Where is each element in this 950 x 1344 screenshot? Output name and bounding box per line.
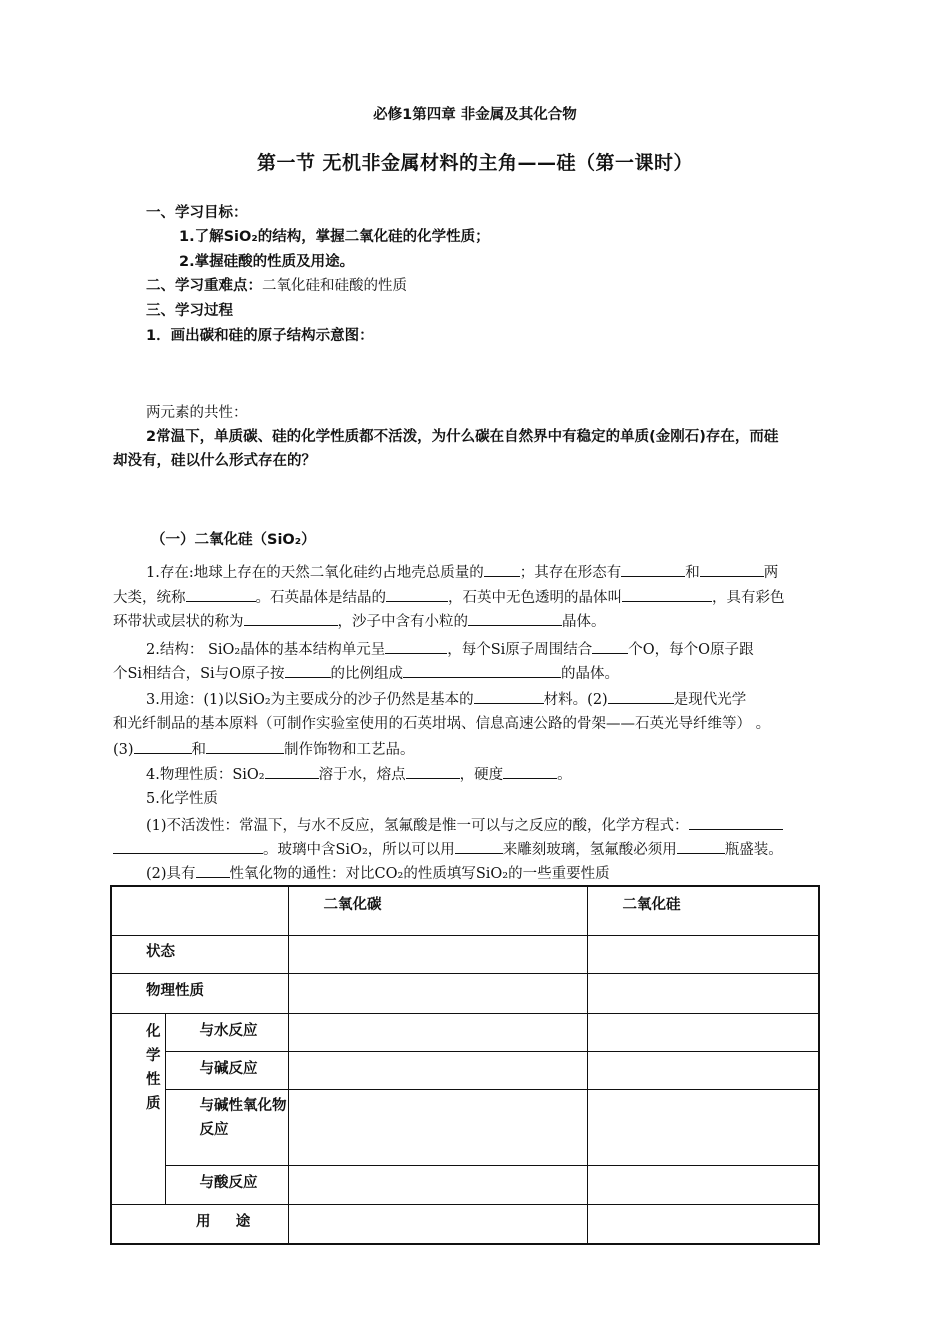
usage-line-2	[113, 713, 770, 735]
existence-line-1	[146, 561, 778, 584]
col-header-co2: 二氧化碳	[288, 886, 587, 935]
blank[interactable]	[622, 586, 712, 602]
table-row	[111, 1165, 819, 1204]
text: (2)具有	[146, 866, 196, 882]
table-row	[111, 935, 819, 973]
blank[interactable]	[689, 814, 783, 830]
question-1: 1．画出碳和硅的原子结构示意图：	[146, 328, 374, 344]
blank[interactable]	[403, 662, 561, 678]
usage-line-1	[146, 688, 746, 711]
text: 是现代光学	[673, 692, 747, 708]
text: ；其存在形态有	[519, 565, 622, 581]
comparison-table	[110, 885, 820, 1245]
goal-item-1: 1.了解SiO₂的结构，掌握二氧化硅的化学性质；	[179, 229, 490, 245]
blank[interactable]	[206, 738, 284, 754]
page-title: 第一节 无机非金属材料的主角——硅（第一课时）	[256, 152, 694, 174]
cell-co2-base[interactable]	[288, 1051, 587, 1089]
blank[interactable]	[484, 561, 520, 577]
text: 。	[557, 767, 572, 783]
blank[interactable]	[196, 862, 230, 878]
physical-line	[146, 763, 572, 786]
cell-co2-basic-oxide[interactable]	[288, 1089, 587, 1165]
blank[interactable]	[385, 638, 447, 654]
blank[interactable]	[474, 688, 544, 704]
table-row	[111, 973, 819, 1013]
chemical-line-3	[146, 862, 610, 885]
blank[interactable]	[503, 763, 557, 779]
text: 性氧化物的通性：对比CO₂的性质填写SiO₂的一些重要性质	[229, 866, 610, 882]
text: ，沙子中含有小粒的	[337, 614, 468, 630]
text: 。玻璃中含SiO₂，所以可以用	[263, 842, 455, 858]
chemical-line-2	[113, 838, 783, 861]
blank[interactable]	[608, 688, 674, 704]
text: 2.结构： SiO₂晶体的基本结构单元呈	[146, 642, 386, 658]
text: 和	[191, 742, 207, 758]
cell-sio2-water[interactable]	[587, 1013, 819, 1051]
text: 两	[763, 565, 779, 581]
row-label-use: 用 途	[111, 1204, 288, 1244]
text: (3)	[113, 742, 134, 758]
cell-co2-water[interactable]	[288, 1013, 587, 1051]
difficulty-label: 二、学习重难点：	[146, 278, 262, 294]
row-label-water: 与水反应	[165, 1013, 288, 1051]
difficulty-value: 二氧化硅和硅酸的性质	[262, 278, 407, 294]
text: 瓶盛装。	[724, 842, 783, 858]
blank[interactable]	[265, 763, 319, 779]
blank[interactable]	[592, 638, 628, 654]
row-label-state: 状态	[111, 935, 288, 973]
text: 晶体。	[562, 614, 606, 630]
course-header: 必修1第四章 非金属及其化合物	[373, 107, 577, 123]
blank[interactable]	[386, 586, 448, 602]
commonality-label: 两元素的共性：	[146, 405, 248, 421]
cell-co2-state[interactable]	[288, 935, 587, 973]
goal-item-2: 2.掌握硅酸的性质及用途。	[179, 254, 355, 270]
table-row	[111, 1089, 819, 1165]
cell-sio2-physical[interactable]	[587, 973, 819, 1013]
process-heading: 三、学习过程	[146, 303, 233, 319]
usage-line-3	[113, 738, 415, 761]
cell-co2-acid[interactable]	[288, 1165, 587, 1204]
text: 和光纤制品的基本原料（可制作实验室使用的石英坩埚、信息高速公路的骨架——石英光导纤维等） 。	[113, 716, 771, 732]
structure-line-1	[146, 638, 754, 661]
question-2-line-1: 2常温下，单质碳、硅的化学性质都不活泼，为什么碳在自然界中有稳定的单质(金刚石)存在，而硅	[146, 429, 779, 445]
cell-sio2-use[interactable]	[587, 1204, 819, 1244]
text: ，硬度	[459, 767, 504, 783]
difficulty-line	[146, 275, 407, 297]
text: 1.存在:地球上存在的天然二氧化硅约占地壳总质量的	[146, 565, 484, 581]
text: 环带状或层状的称为	[113, 614, 244, 630]
chemical-line-1	[146, 814, 783, 837]
blank[interactable]	[244, 610, 338, 626]
table-row	[111, 886, 819, 935]
existence-line-3	[113, 610, 606, 633]
blank[interactable]	[134, 738, 192, 754]
sio2-heading: （一）二氧化硅（SiO₂）	[151, 532, 316, 548]
row-label-basic-oxide: 与碱性氧化物反应	[165, 1089, 288, 1165]
text: 个O，每个O原子跟	[628, 642, 754, 658]
table-row	[111, 1051, 819, 1089]
text: 的比例组成	[330, 666, 404, 682]
table-row	[111, 1204, 819, 1244]
table-row	[111, 1013, 819, 1051]
row-label-acid: 与酸反应	[165, 1165, 288, 1204]
text: 。石英晶体是结晶的	[255, 590, 386, 606]
row-label-base: 与碱反应	[165, 1051, 288, 1089]
text: 制作饰物和工艺品。	[284, 742, 415, 758]
col-header-sio2: 二氧化硅	[587, 886, 819, 935]
chemical-heading: 5.化学性质	[146, 791, 218, 807]
text: 和	[685, 565, 700, 581]
cell-sio2-acid[interactable]	[587, 1165, 819, 1204]
blank[interactable]	[113, 838, 263, 854]
existence-line-2	[113, 586, 785, 609]
group-label-chemical: 化学性质	[111, 1013, 165, 1204]
blank[interactable]	[621, 561, 685, 577]
text: 3.用途：(1)以SiO₂为主要成分的沙子仍然是基本的	[146, 692, 474, 708]
text: ，每个Si原子周围结合	[447, 642, 593, 658]
cell-co2-use[interactable]	[288, 1204, 587, 1244]
blank[interactable]	[455, 838, 503, 854]
text: ，具有彩色	[712, 590, 785, 606]
text: ，石英中无色透明的晶体叫	[448, 590, 622, 606]
text: 溶于水，熔点	[318, 767, 406, 783]
blank[interactable]	[700, 561, 764, 577]
text: 来雕刻玻璃，氢氟酸必须用	[502, 842, 677, 858]
text: 个Si相结合，Si与O原子按	[113, 666, 285, 682]
blank[interactable]	[468, 610, 562, 626]
text: 4.物理性质：SiO₂	[146, 767, 265, 783]
cell-co2-physical[interactable]	[288, 973, 587, 1013]
blank[interactable]	[677, 838, 725, 854]
row-label-physical: 物理性质	[111, 973, 288, 1013]
table-corner	[111, 886, 288, 935]
cell-sio2-basic-oxide[interactable]	[587, 1089, 819, 1165]
blank[interactable]	[186, 586, 256, 602]
question-2-line-2: 却没有，硅以什么形式存在的？	[113, 453, 316, 469]
blank[interactable]	[406, 763, 460, 779]
text: 的晶体。	[561, 666, 620, 682]
text: 材料。(2)	[543, 692, 608, 708]
cell-sio2-base[interactable]	[587, 1051, 819, 1089]
goals-heading: 一、学习目标：	[146, 205, 248, 221]
text: (1)不活泼性：常温下，与水不反应，氢氟酸是惟一可以与之反应的酸，化学方程式：	[146, 818, 689, 834]
text: 大类，统称	[113, 590, 186, 606]
cell-sio2-state[interactable]	[587, 935, 819, 973]
blank[interactable]	[285, 662, 331, 678]
structure-line-2	[113, 662, 619, 685]
